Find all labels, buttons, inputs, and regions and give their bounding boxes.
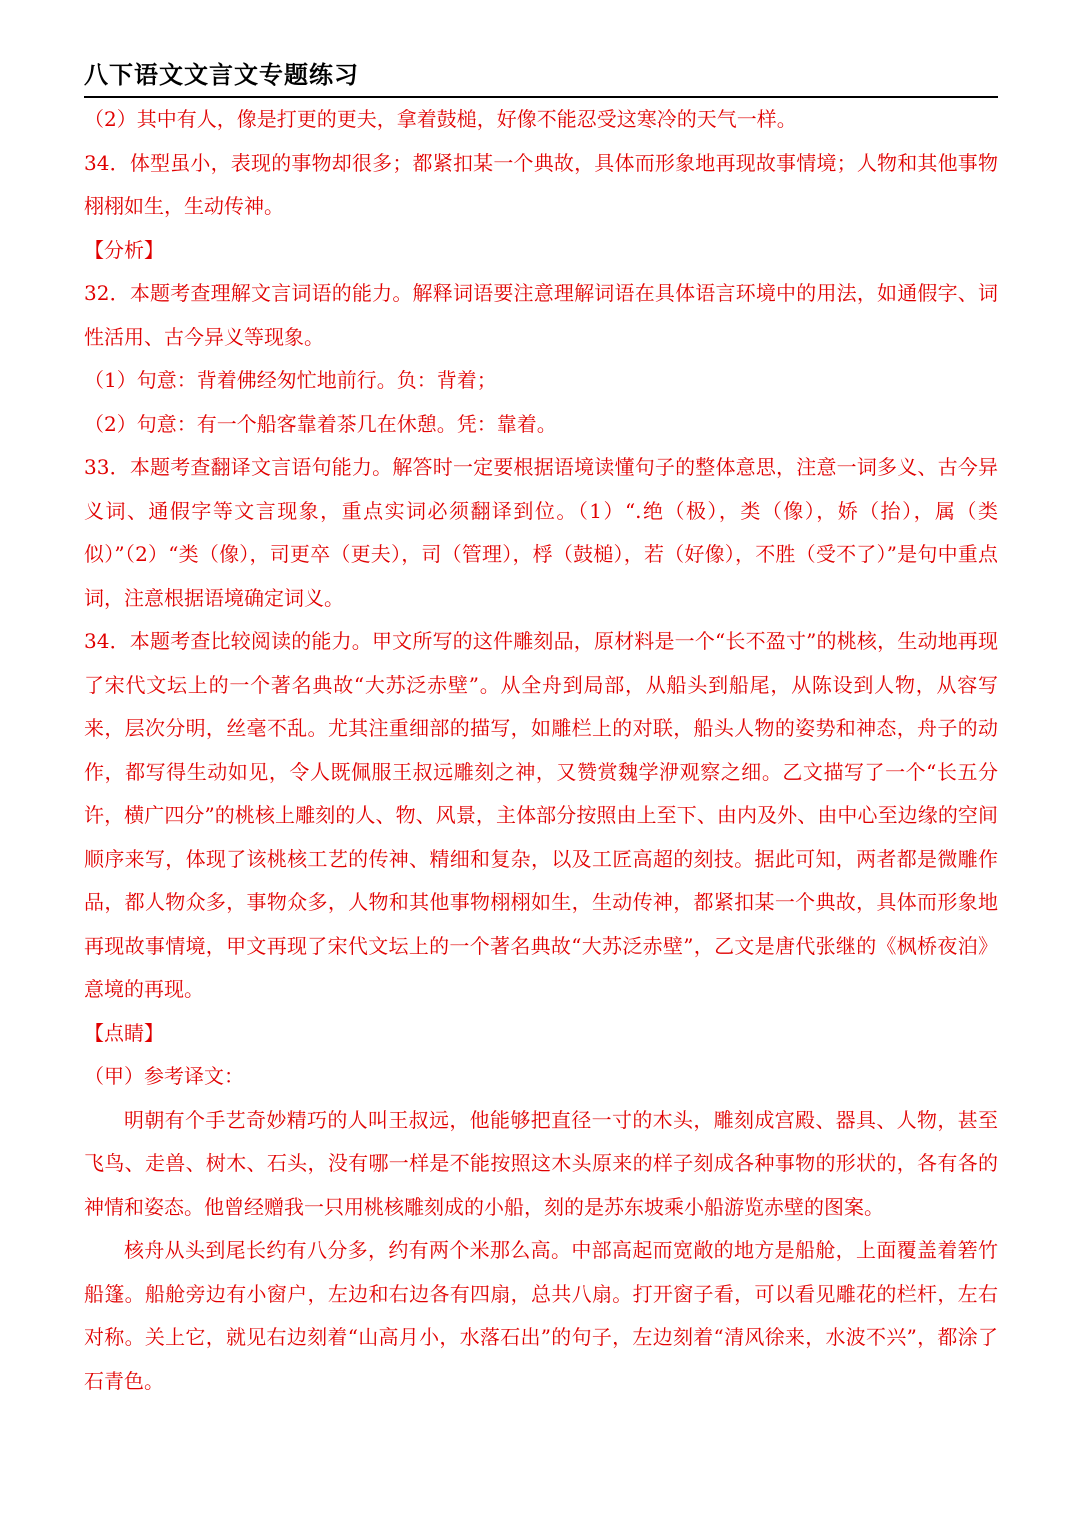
analysis-33: 33．本题考查翻译文言语句能力。解答时一定要根据语境读懂句子的整体意思，注意一词多义、古今异义词、通假字等文言现象，重点实词必须翻译到位。（1）“.绝（极），类（像），娇（抬），属（类似）”（2）“类（像），司更卒（更夫），司（管理），桴（鼓槌），若（好像），不胜（受不了）”是句中重点词，注意根据语境确定词义。 (84, 455, 998, 610)
section-heading-analysis: 【分析】 (84, 237, 164, 262)
translation-heading: （甲）参考译文： (84, 1064, 244, 1088)
answer-content (84, 98, 998, 1403)
analysis-32-item1: （1）句意：背着佛经匆忙地前行。负：背着； (84, 368, 497, 392)
translation-paragraph-2: 核舟从头到尾长约有八分多，约有两个米那么高。中部高起而宽敞的地方是船舱，上面覆盖着箬竹船篷。船舱旁边有小窗户，左边和右边各有四扇，总共八扇。打开窗子看，可以看见雕花的栏杆，左右对称。关上它，就见右边刻着“山高月小，水落石出”的句子，左边刻着“清风徐来，水波不兴”，都涂了石青色。 (84, 1238, 998, 1393)
page-title: 八下语文文言文专题练习 (84, 60, 359, 89)
section-heading-key-points: 【点睛】 (84, 1020, 164, 1045)
answer-34: 34．体型虽小，表现的事物却很多；都紧扣某一个典故，具体而形象地再现故事情境；人物和其他事物栩栩如生，生动传神。 (84, 150, 998, 218)
analysis-34: 34．本题考查比较阅读的能力。甲文所写的这件雕刻品，原材料是一个“长不盈寸”的桃核，生动地再现了宋代文坛上的一个著名典故“大苏泛赤壁”。从全舟到局部，从船头到船尾，从陈设到人物，从容写来，层次分明，丝毫不乱。尤其注重细部的描写，如雕栏上的对联，船头人物的姿势和神态，舟子的动作，都写得生动如见，令人既佩服王叔远雕刻之神，又赞赏魏学洢观察之细。乙文描写了一个“长五分许，横广四分”的桃核上雕刻的人、物、风景，主体部分按照由上至下、由内及外、由中心至边缘的空间顺序来写，体现了该桃核工艺的传神、精细和复杂，以及工匠高超的刻技。据此可知，两者都是微雕作品，都人物众多，事物众多，人物和其他事物栩栩如生，生动传神，都紧扣某一个典故，具体而形象地再现故事情境，甲文再现了宋代文坛上的一个著名典故“大苏泛赤壁”，乙文是唐代张继的《枫桥夜泊》意境的再现。 (84, 629, 998, 1001)
page-header (84, 56, 998, 98)
answer-33-part2: （2）其中有人，像是打更的更夫，拿着鼓槌，好像不能忍受这寒冷的天气一样。 (84, 107, 797, 131)
analysis-32: 32．本题考查理解文言词语的能力。解释词语要注意理解词语在具体语言环境中的用法，如通假字、词性活用、古今异义等现象。 (84, 281, 998, 349)
analysis-32-item2: （2）句意：有一个船客靠着茶几在休憩。凭：靠着。 (84, 411, 557, 436)
translation-paragraph-1: 明朝有个手艺奇妙精巧的人叫王叔远，他能够把直径一寸的木头，雕刻成宫殿、器具、人物，甚至飞鸟、走兽、树木、石头，没有哪一样是不能按照这木头原来的样子刻成各种事物的形状的，各有各的神情和姿态。他曾经赠我一只用桃核雕刻成的小船，刻的是苏东坡乘小船游览赤壁的图案。 (84, 1107, 998, 1219)
